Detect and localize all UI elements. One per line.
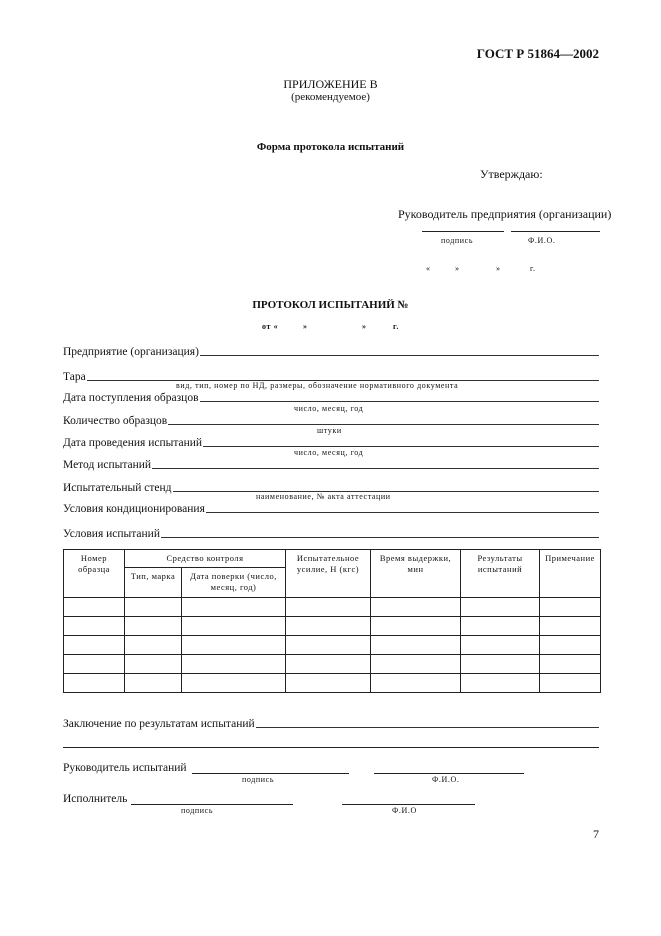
field-label: Предприятие (организация) — [63, 346, 199, 358]
field-sample-count[interactable] — [63, 411, 599, 427]
head-of-tests-label: Руководитель испытаний — [63, 762, 187, 774]
table-row — [64, 655, 601, 674]
approval-date-close-quote: » — [455, 264, 460, 273]
field-hint: наименование, № акта аттестации — [256, 492, 391, 501]
protocol-date-from: от « — [262, 322, 279, 331]
table-cell[interactable] — [540, 636, 601, 655]
field-test-method[interactable] — [63, 455, 599, 471]
executor-name-hint: Ф.И.О — [392, 806, 417, 815]
approver-signature-line — [422, 231, 504, 232]
approval-date-open-quote: « — [426, 264, 431, 273]
table-header-row — [64, 550, 601, 568]
table-cell[interactable] — [125, 598, 182, 617]
table-cell[interactable] — [286, 636, 371, 655]
field-label: Условия кондиционирования — [63, 503, 205, 515]
header-hold-time: Время выдержки, мин — [371, 550, 461, 598]
table-cell[interactable] — [371, 617, 461, 636]
table-cell[interactable] — [286, 617, 371, 636]
table-cell[interactable] — [64, 636, 125, 655]
protocol-title: ПРОТОКОЛ ИСПЫТАНИЙ № — [252, 299, 409, 311]
table-cell[interactable] — [461, 655, 540, 674]
field-test-date[interactable] — [63, 433, 599, 449]
table-cell[interactable] — [125, 617, 182, 636]
header-check-date: Дата поверки (число, месяц, год) — [182, 568, 286, 598]
approver-name-hint: Ф.И.О. — [528, 236, 556, 245]
table-cell[interactable] — [286, 674, 371, 693]
table-cell[interactable] — [64, 617, 125, 636]
table-row — [64, 674, 601, 693]
field-hint: штуки — [317, 426, 342, 435]
field-test-conditions[interactable] — [63, 524, 599, 540]
table-cell[interactable] — [64, 674, 125, 693]
table-cell[interactable] — [540, 674, 601, 693]
head-name-hint: Ф.И.О. — [432, 775, 460, 784]
table-cell[interactable] — [540, 655, 601, 674]
table-row — [64, 617, 601, 636]
table-cell[interactable] — [125, 655, 182, 674]
field-label: Дата поступления образцов — [63, 392, 199, 404]
field-conditioning[interactable] — [63, 499, 599, 515]
table-cell[interactable] — [461, 617, 540, 636]
table-cell[interactable] — [286, 598, 371, 617]
table-cell[interactable] — [182, 617, 286, 636]
header-note: Примечание — [540, 550, 601, 598]
header-results: Результаты испытаний — [461, 550, 540, 598]
standard-number: ГОСТ Р 51864—2002 — [476, 46, 599, 61]
executor-name-line[interactable] — [342, 804, 475, 805]
field-label: Заключение по результатам испытаний — [63, 718, 255, 730]
table-cell[interactable] — [125, 674, 182, 693]
header-test-force: Испытательное усилие, Н (кгс) — [286, 550, 371, 598]
field-arrival-date[interactable] — [63, 388, 599, 404]
approval-date-year: г. — [530, 264, 536, 273]
table-cell[interactable] — [64, 655, 125, 674]
table-cell[interactable] — [371, 598, 461, 617]
approver-name-line — [511, 231, 600, 232]
table-cell[interactable] — [540, 617, 601, 636]
appendix-title: ПРИЛОЖЕНИЕ В — [283, 77, 378, 91]
table-cell[interactable] — [540, 598, 601, 617]
field-enterprise[interactable] — [63, 342, 599, 358]
head-signature-line[interactable] — [192, 773, 349, 774]
header-control-means: Средство контроля — [125, 550, 286, 568]
protocol-date-quote: » — [303, 322, 308, 331]
field-label: Количество образцов — [63, 415, 168, 427]
table-cell[interactable] — [461, 598, 540, 617]
results-table — [63, 549, 601, 693]
table-cell[interactable] — [461, 674, 540, 693]
form-title: Форма протокола испытаний — [256, 141, 405, 153]
field-hint: вид, тип, номер по НД, размеры, обозначение нормативного документа — [176, 381, 459, 390]
field-label: Метод испытаний — [63, 459, 152, 471]
table-cell[interactable] — [371, 674, 461, 693]
table-cell[interactable] — [371, 655, 461, 674]
approver-signature-hint: подпись — [441, 236, 474, 245]
field-label: Испытательный стенд — [63, 482, 172, 494]
executor-signature-line[interactable] — [131, 804, 293, 805]
table-row — [64, 636, 601, 655]
table-cell[interactable] — [371, 636, 461, 655]
field-hint: число, месяц, год — [294, 448, 364, 457]
appendix-subtitle: (рекомендуемое) — [291, 91, 370, 103]
table-cell[interactable] — [182, 655, 286, 674]
protocol-date-year: г. — [393, 322, 399, 331]
table-cell[interactable] — [182, 636, 286, 655]
executor-signature-hint: подпись — [181, 806, 214, 815]
approver-position: Руководитель предприятия (организации) — [398, 207, 612, 221]
approve-label: Утверждаю: — [480, 167, 543, 181]
table-cell[interactable] — [286, 655, 371, 674]
header-sample-number: Номер образца — [64, 550, 125, 598]
table-cell[interactable] — [461, 636, 540, 655]
field-hint: число, месяц, год — [294, 404, 364, 413]
table-cell[interactable] — [125, 636, 182, 655]
executor-label: Исполнитель — [63, 793, 128, 805]
table-cell[interactable] — [64, 598, 125, 617]
page-number: 7 — [593, 827, 599, 841]
approval-date-quote: » — [496, 264, 501, 273]
field-label: Тара — [63, 371, 86, 383]
field-label: Условия испытаний — [63, 528, 160, 540]
field-label: Дата проведения испытаний — [63, 437, 203, 449]
table-row — [64, 598, 601, 617]
head-name-line[interactable] — [374, 773, 524, 774]
field-conclusion[interactable] — [63, 714, 599, 730]
conclusion-continuation-line[interactable] — [63, 747, 599, 748]
table-cell[interactable] — [182, 598, 286, 617]
table-cell[interactable] — [182, 674, 286, 693]
protocol-date-quote-2: » — [362, 322, 367, 331]
head-signature-hint: подпись — [242, 775, 275, 784]
header-type: Тип, марка — [125, 568, 182, 598]
